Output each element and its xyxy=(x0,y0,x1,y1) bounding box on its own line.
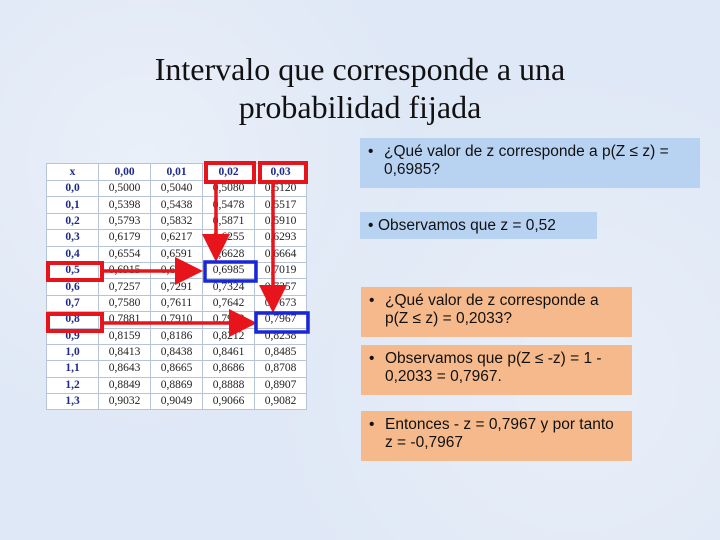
slide-title-line-1: Intervalo que corresponde a una xyxy=(154,51,566,87)
z-table-row-label: 0,5 xyxy=(47,262,99,278)
z-table-cell: 0,7257 xyxy=(99,279,151,295)
z-table-cell: 0,6179 xyxy=(99,230,151,246)
z-table-cell: 0,9032 xyxy=(99,394,151,410)
z-table-cell: 0,6950 xyxy=(151,262,203,278)
z-table-body xyxy=(47,181,307,410)
z-table-cell: 0,9049 xyxy=(151,394,203,410)
z-table-cell: 0,8438 xyxy=(151,344,203,360)
z-table-row-label: 0,2 xyxy=(47,213,99,229)
z-table-row xyxy=(47,328,307,344)
z-table-cell: 0,7967 xyxy=(255,312,307,328)
z-table-cell: 0,7580 xyxy=(99,295,151,311)
z-table-cell: 0,7611 xyxy=(151,295,203,311)
z-table-row-label: 0,6 xyxy=(47,279,99,295)
z-table-row xyxy=(47,279,307,295)
z-table-cell: 0,8186 xyxy=(151,328,203,344)
z-table-container xyxy=(46,163,307,410)
z-table-cell: 0,6293 xyxy=(255,230,307,246)
z-table-cell: 0,6591 xyxy=(151,246,203,262)
z-table-cell: 0,6985 xyxy=(203,262,255,278)
z-table-cell: 0,8413 xyxy=(99,344,151,360)
z-table-row-label: 0,9 xyxy=(47,328,99,344)
question-2-text: ¿Qué valor de z corresponde a p(Z ≤ z) = 0,2033? xyxy=(385,292,599,327)
z-table xyxy=(46,163,307,410)
z-table-row-label: 0,8 xyxy=(47,312,99,328)
z-table-cell: 0,5040 xyxy=(151,181,203,197)
z-table-cell: 0,8686 xyxy=(203,361,255,377)
bullet-icon: • xyxy=(369,350,375,367)
question-box-2 xyxy=(361,287,632,337)
z-table-cell: 0,7291 xyxy=(151,279,203,295)
z-table-cell: 0,7673 xyxy=(255,295,307,311)
z-table-cell: 0,7881 xyxy=(99,312,151,328)
z-table-cell: 0,8888 xyxy=(203,377,255,393)
z-table-cell: 0,8643 xyxy=(99,361,151,377)
bullet-icon: • xyxy=(368,143,374,160)
answer-2-text: Observamos que p(Z ≤ -z) = 1 - 0,2033 = 0,7967. xyxy=(385,350,602,385)
slide-title-line-2: probabilidad fijada xyxy=(238,89,482,125)
z-table-cell: 0,6628 xyxy=(203,246,255,262)
z-table-row xyxy=(47,246,307,262)
z-table-row xyxy=(47,295,307,311)
z-table-cell: 0,9066 xyxy=(203,394,255,410)
answer-box-3 xyxy=(361,411,632,461)
z-table-cell: 0,6664 xyxy=(255,246,307,262)
z-table-cell: 0,5793 xyxy=(99,213,151,229)
z-table-row-label: 0,0 xyxy=(47,181,99,197)
z-table-cell: 0,8238 xyxy=(255,328,307,344)
z-table-row-label: 1,2 xyxy=(47,377,99,393)
z-table-cell: 0,8665 xyxy=(151,361,203,377)
z-table-cell: 0,8849 xyxy=(99,377,151,393)
bullet-icon: • xyxy=(368,217,374,234)
answer-box-1 xyxy=(360,212,597,239)
z-table-row-label: 1,3 xyxy=(47,394,99,410)
z-table-cell: 0,5080 xyxy=(203,181,255,197)
z-table-cell: 0,7642 xyxy=(203,295,255,311)
z-table-header-x: x xyxy=(47,164,99,181)
z-table-cell: 0,7019 xyxy=(255,262,307,278)
z-table-header-col: 0,01 xyxy=(151,164,203,181)
z-table-row xyxy=(47,312,307,328)
z-table-cell: 0,5398 xyxy=(99,197,151,213)
z-table-row xyxy=(47,361,307,377)
z-table-row xyxy=(47,394,307,410)
z-table-cell: 0,5478 xyxy=(203,197,255,213)
z-table-row xyxy=(47,377,307,393)
z-table-header-col: 0,00 xyxy=(99,164,151,181)
z-table-row xyxy=(47,197,307,213)
z-table-row xyxy=(47,344,307,360)
question-1-text: ¿Qué valor de z corresponde a p(Z ≤ z) = 0,6985? xyxy=(384,143,669,178)
z-table-cell: 0,5438 xyxy=(151,197,203,213)
z-table-cell: 0,5871 xyxy=(203,213,255,229)
z-table-cell: 0,7939 xyxy=(203,312,255,328)
z-table-cell: 0,5910 xyxy=(255,213,307,229)
bullet-icon: • xyxy=(369,292,375,309)
slide-title xyxy=(60,50,660,126)
question-box-1 xyxy=(360,138,700,188)
z-table-row xyxy=(47,230,307,246)
z-table-cell: 0,6217 xyxy=(151,230,203,246)
z-table-row xyxy=(47,213,307,229)
z-table-row-label: 1,0 xyxy=(47,344,99,360)
z-table-cell: 0,5832 xyxy=(151,213,203,229)
z-table-cell: 0,8212 xyxy=(203,328,255,344)
z-table-row xyxy=(47,262,307,278)
z-table-cell: 0,5000 xyxy=(99,181,151,197)
z-table-row-label: 0,4 xyxy=(47,246,99,262)
z-table-cell: 0,5517 xyxy=(255,197,307,213)
answer-box-2 xyxy=(361,345,632,395)
z-table-cell: 0,6255 xyxy=(203,230,255,246)
bullet-icon: • xyxy=(369,416,375,433)
z-table-cell: 0,8485 xyxy=(255,344,307,360)
z-table-cell: 0,9082 xyxy=(255,394,307,410)
answer-3-text: Entonces - z = 0,7967 y por tanto z = -0,7967 xyxy=(385,416,614,451)
z-table-cell: 0,6554 xyxy=(99,246,151,262)
z-table-row-label: 1,1 xyxy=(47,361,99,377)
z-table-cell: 0,7910 xyxy=(151,312,203,328)
z-table-row xyxy=(47,181,307,197)
z-table-row-label: 0,1 xyxy=(47,197,99,213)
z-table-cell: 0,8907 xyxy=(255,377,307,393)
z-table-row-label: 0,7 xyxy=(47,295,99,311)
z-table-cell: 0,7324 xyxy=(203,279,255,295)
z-table-cell: 0,8159 xyxy=(99,328,151,344)
z-table-row-label: 0,3 xyxy=(47,230,99,246)
z-table-cell: 0,7357 xyxy=(255,279,307,295)
z-table-cell: 0,5120 xyxy=(255,181,307,197)
z-table-cell: 0,6915 xyxy=(99,262,151,278)
answer-1-text: Observamos que z = 0,52 xyxy=(378,217,556,234)
z-table-cell: 0,8461 xyxy=(203,344,255,360)
z-table-cell: 0,8869 xyxy=(151,377,203,393)
z-table-header-row xyxy=(47,164,307,181)
z-table-header-col: 0,03 xyxy=(255,164,307,181)
z-table-cell: 0,8708 xyxy=(255,361,307,377)
z-table-header-col: 0,02 xyxy=(203,164,255,181)
